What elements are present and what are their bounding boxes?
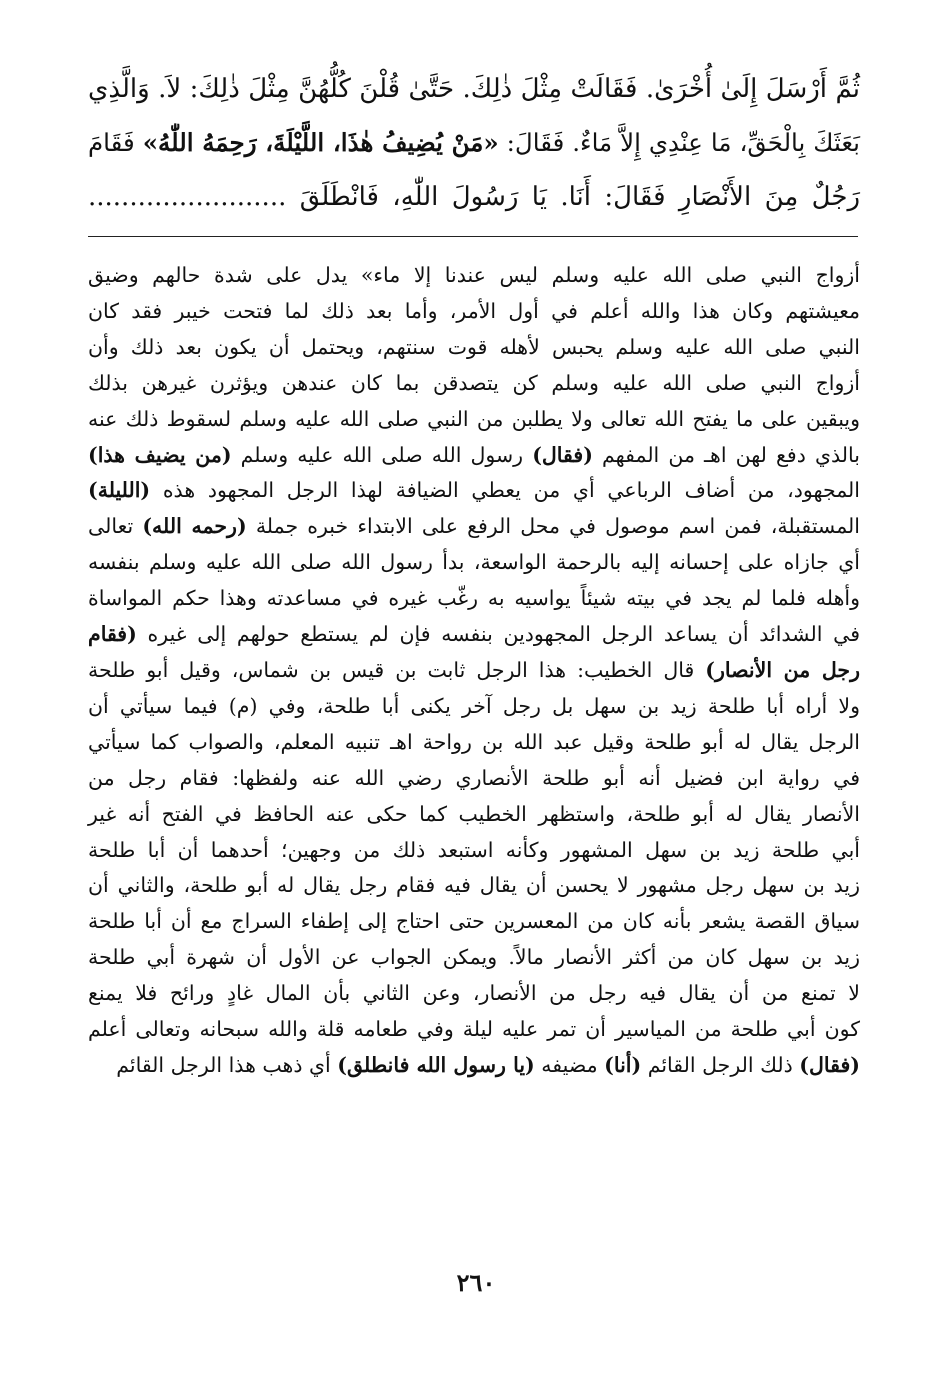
commentary-text-run: المستقبلة، فمن اسم موصول في محل الرفع على الابتداء خبره جملة xyxy=(255,514,860,539)
hadith-line-2-start: بَعَثَكَ بِالْحَقِّ، مَا عِنْدِي إِلاَّ مَاءٌ. فَقَالَ: xyxy=(506,128,860,157)
matn-quote: (فقام xyxy=(88,622,137,647)
commentary-line: أي جازاه على إحسانه إليه بالرحمة الواسعة، بدأ رسول الله صلى الله عليه وسلم بنفسه xyxy=(88,550,860,575)
matn-quote: (فقال) xyxy=(532,442,593,467)
commentary-line: أبي طلحة زيد بن سهل المشهور وكأنه استبعد ذلك من وجهين؛ أحدهما أن أبا طلحة xyxy=(88,837,860,862)
commentary-line xyxy=(88,509,860,545)
commentary-text-run: بالذي دفع لهن اهـ من المفهم xyxy=(602,442,860,467)
commentary-line: ولا أراه أبا طلحة زيد بن سهل بل رجل آخر يكنى أبا طلحة، وفي (م) فيما سيأتي أن xyxy=(88,693,860,718)
commentary-text-run: رسول الله صلى الله عليه وسلم xyxy=(240,442,524,467)
commentary-line xyxy=(88,1048,860,1084)
commentary-text xyxy=(88,258,860,1084)
matn-quote: (رحمه الله) xyxy=(142,514,247,539)
hadith-line-3: رَجُلٌ مِنَ الأَنْصَارِ فَقَالَ: أَنَا. يَا رَسُولَ اللّٰهِ، فَانْطَلَقَ ........................ xyxy=(88,182,860,212)
commentary-line: زيد بن سهل رجل مشهور لا يحسن أن يقال فيه فقام رجل يقال له أبو طلحة، والثاني أن xyxy=(88,873,860,898)
commentary-line: ويبقين على ما يفتح الله تعالى ولا يطلبن من النبي صلى الله عليه وسلم لسقوط ذلك عنه xyxy=(88,406,860,431)
commentary-line: في رواية ابن فضيل أنه أبو طلحة الأنصاري رضي الله عنه ولفظها: فقام رجل من xyxy=(88,765,860,790)
commentary-line: لا تمنع من أن يقال فيه رجل من الأنصار، وعن الثاني بأن المال غادٍ ورائح فلا يمنع xyxy=(88,981,860,1006)
commentary-text-run: أي ذهب هذا الرجل القائم xyxy=(116,1052,331,1077)
page-number: ٢٦٠ xyxy=(456,1268,496,1297)
commentary-line xyxy=(88,473,860,509)
footnote-divider xyxy=(88,236,858,237)
commentary-line: وأهله فلما لم يجد في بيته شيئاً يواسيه به رغّب غيره في مساعدته وهذا حكم المواساة xyxy=(88,586,860,611)
hadith-line-2-end: فَقَامَ xyxy=(88,128,135,157)
commentary-line: كون أبي طلحة من المياسير أن تمر عليه ليلة وفي طعامه قلة والله سبحانه وتعالى أعلم xyxy=(88,1017,860,1042)
commentary-line: الأنصار يقال له أبو طلحة، واستظهر الخطيب كما حكى عنه الحافظ في الفتح أنه غير xyxy=(88,801,860,826)
hadith-line-1: ثُمَّ أَرْسَلَ إِلَىٰ أُخْرَىٰ. فَقَالَتْ مِثْلَ ذٰلِكَ. حَتَّىٰ قُلْنَ كُلُّهُنَّ مِثْلَ ذٰلِكَ: لاَ. وَالَّذِي xyxy=(88,74,860,104)
commentary-line: أزواج النبي صلى الله عليه وسلم ليس عندنا إلا ماء» يدل على شدة حالهم وضيق xyxy=(88,263,860,287)
commentary-text-run: قال الخطيب: هذا الرجل ثابت بن قيس بن شماس، وقيل أبو طلحة xyxy=(88,657,695,682)
matn-quote: رجل من الأنصار) xyxy=(705,657,860,682)
hadith-line-2 xyxy=(88,116,860,170)
commentary-text-run: في الشدائد أن يساعد الرجل المجهودين بنفسه فإن لم يستطع حولهم إلى غيره xyxy=(147,622,860,647)
commentary-line: سياق القصة يشعر بأنه كان من المعسرين حتى احتاج إلى إطفاء السراج مع أن أبا طلحة xyxy=(88,909,860,934)
commentary-line xyxy=(88,438,860,474)
matn-quote: (فقال) xyxy=(799,1052,860,1077)
commentary-line: معيشتهم وكان هذا والله أعلم في أول الأمر، وأما بعد ذلك لما فتحت خيبر فقد كان xyxy=(88,298,860,323)
commentary-line: الرجل يقال له أبو طلحة وقيل عبد الله بن رواحة اهـ تنبيه المعلم، والصواب كما سيأتي xyxy=(88,729,860,754)
commentary-text-run: تعالى xyxy=(88,514,134,539)
commentary-text-run: ذلك الرجل القائم xyxy=(647,1052,793,1077)
commentary-line: أزواج النبي صلى الله عليه وسلم كن يتصدقن بما كان عندهن ويؤثرن غيرهن بذلك xyxy=(88,370,860,395)
matn-quote: (يا رسول الله فانطلق) xyxy=(337,1052,535,1077)
commentary-line xyxy=(88,617,860,653)
commentary-line: النبي صلى الله عليه وسلم يحبس لأهله قوت سنتهم، ويحتمل أن يكون بعد ذلك وأن xyxy=(88,334,860,359)
commentary-text-run: مضيفه xyxy=(541,1052,598,1077)
commentary-line: زيد بن سهل كان من أكثر الأنصار مالاً. ويمكن الجواب عن الأول أن شهرة أبي طلحة xyxy=(88,945,860,970)
hadith-prophet-quote: «مَنْ يُضِيفُ هٰذَا، اللَّيْلَةَ، رَحِمَهُ اللّٰهُ» xyxy=(142,128,499,157)
commentary-line xyxy=(88,653,860,689)
matn-quote: (من يضيف هذا) xyxy=(88,442,232,467)
commentary-text-run: المجهود، من أضاف الرباعي أي من يعطي الضيافة لهذا الرجل المجهود هذه xyxy=(162,478,860,503)
hadith-text xyxy=(88,62,860,224)
matn-quote: (الليلة) xyxy=(88,478,151,503)
matn-quote: (أنا) xyxy=(604,1052,642,1077)
